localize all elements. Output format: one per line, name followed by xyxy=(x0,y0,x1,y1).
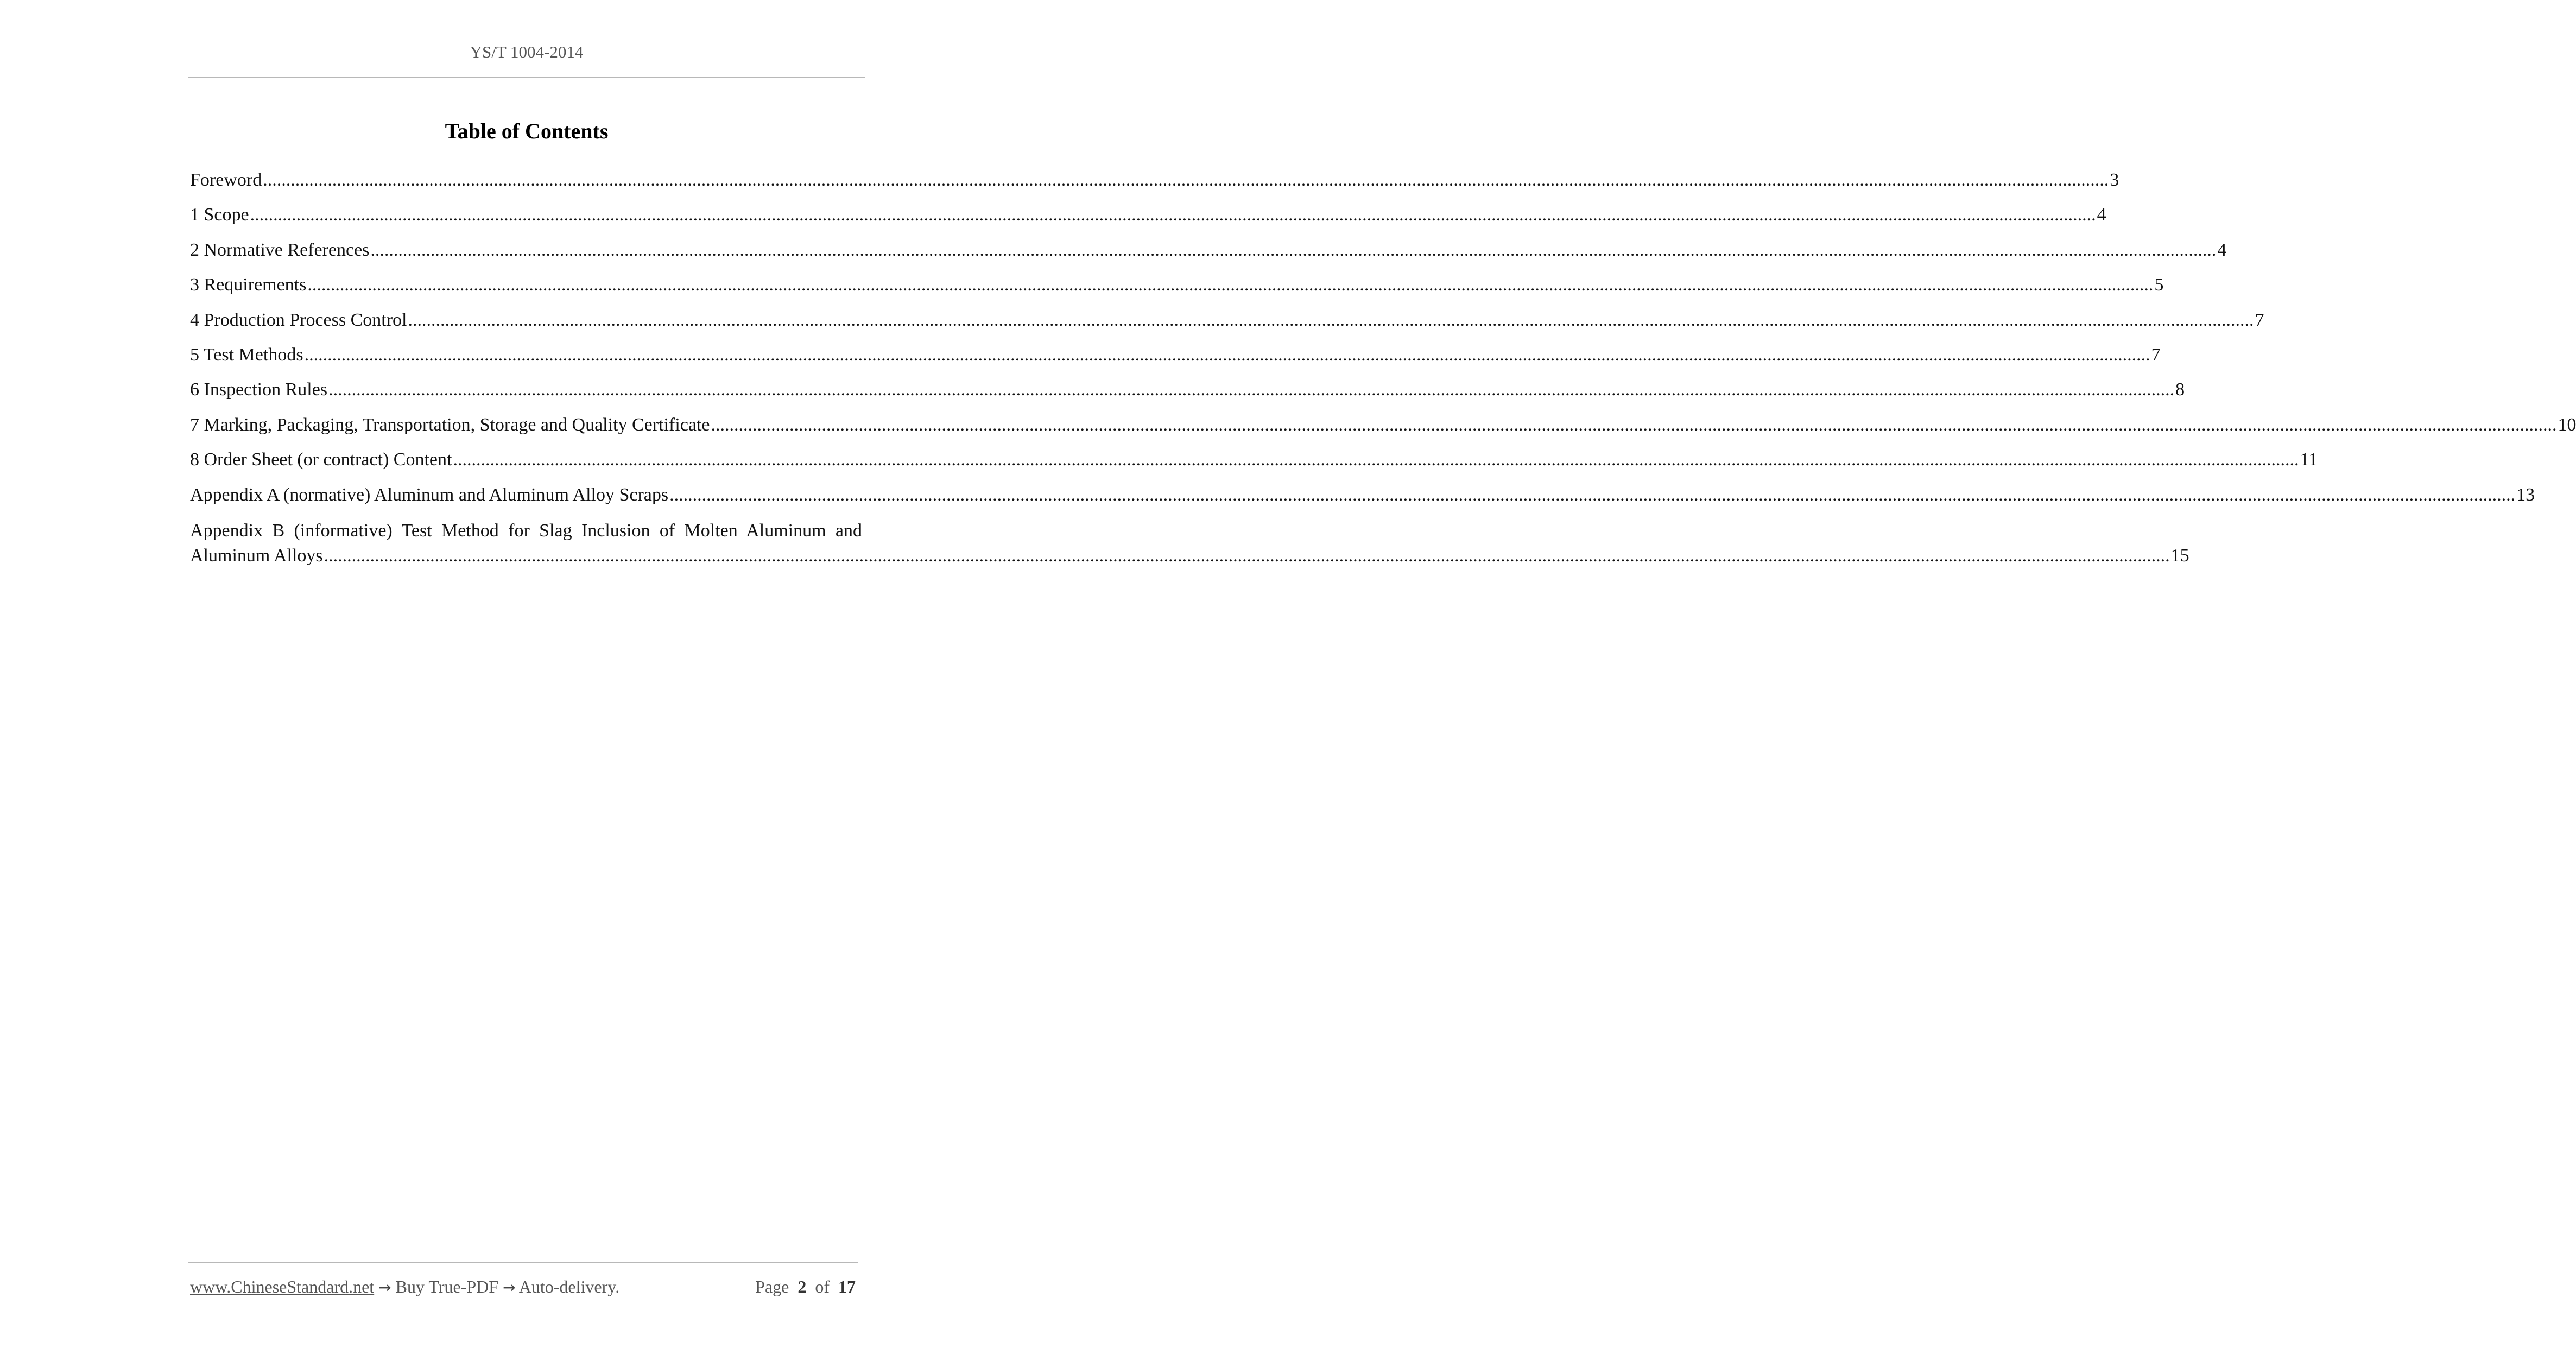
dot-leader: ................................................................................................................................................................................................................................................................................................................................................................................................................ xyxy=(453,450,2299,470)
toc-page-number: 7 xyxy=(2255,309,2264,330)
toc-entry-label: 3 Requirements xyxy=(190,275,307,295)
toc-entry-label: 2 Normative References xyxy=(190,239,370,260)
dot-leader: ................................................................................................................................................................................................................................................................................................................................................................................................................ xyxy=(711,414,2557,435)
toc-title: Table of Contents xyxy=(445,119,609,143)
current-page-number: 2 xyxy=(798,1277,807,1296)
dot-leader: ................................................................................................................................................................................................................................................................................................................................................................................................................ xyxy=(263,170,2109,190)
toc-entry-test-methods[interactable] xyxy=(190,344,2161,378)
page-counter xyxy=(755,1277,856,1297)
dot-leader: ................................................................................................................................................................................................................................................................................................................................................................................................................ xyxy=(669,484,2516,505)
of-label: of xyxy=(815,1277,830,1296)
toc-entry-line2 xyxy=(190,543,2189,568)
toc-entry-label: 5 Test Methods xyxy=(190,344,303,365)
toc-entry-label: 4 Production Process Control xyxy=(190,309,407,330)
toc-entry-foreword[interactable] xyxy=(190,169,2119,204)
toc-entry-label-line1: Appendix B (informative) Test Method for Slag Inclusion of Molten Aluminum and xyxy=(190,520,862,541)
dot-leader: ................................................................................................................................................................................................................................................................................................................................................................................................................ xyxy=(370,239,2217,260)
toc-entry-label: Appendix A (normative) Aluminum and Aluminum Alloy Scraps xyxy=(190,484,669,505)
toc-entry-inspection-rules[interactable] xyxy=(190,378,2185,413)
toc-entry-production-process-control[interactable] xyxy=(190,309,2264,344)
toc-entry-label: 7 Marking, Packaging, Transportation, Storage and Quality Certificate xyxy=(190,414,710,435)
table-of-contents xyxy=(190,169,2576,568)
footer-divider xyxy=(188,1262,858,1263)
arrow-right-icon: → xyxy=(503,1279,516,1296)
toc-entry-appendix-a[interactable] xyxy=(190,484,2535,518)
dot-leader: ................................................................................................................................................................................................................................................................................................................................................................................................................ xyxy=(408,309,2254,330)
toc-entry-marking-packaging[interactable] xyxy=(190,414,2576,448)
toc-page-number: 13 xyxy=(2516,484,2535,505)
toc-entry-order-sheet[interactable] xyxy=(190,448,2318,483)
toc-entry-label: 6 Inspection Rules xyxy=(190,379,328,400)
dot-leader: ................................................................................................................................................................................................................................................................................................................................................................................................................ xyxy=(324,545,2170,566)
dot-leader: ................................................................................................................................................................................................................................................................................................................................................................................................................ xyxy=(307,275,2154,295)
header-divider xyxy=(188,77,865,78)
toc-entry-label: Foreword xyxy=(190,170,262,190)
arrow-right-icon: → xyxy=(378,1279,391,1296)
toc-entry-label: 1 Scope xyxy=(190,205,249,225)
page-label: Page xyxy=(755,1277,789,1296)
document-code-header: YS/T 1004-2014 xyxy=(470,42,584,61)
toc-entry-scope[interactable] xyxy=(190,204,2106,238)
toc-page-number: 8 xyxy=(2175,379,2185,400)
toc-page-number: 7 xyxy=(2151,344,2161,365)
dot-leader: ................................................................................................................................................................................................................................................................................................................................................................................................................ xyxy=(328,379,2175,400)
dot-leader: ................................................................................................................................................................................................................................................................................................................................................................................................................ xyxy=(250,205,2096,225)
toc-entry-label-line2: Aluminum Alloys xyxy=(190,545,323,566)
toc-entry-normative-references[interactable] xyxy=(190,239,2227,274)
toc-page-number: 4 xyxy=(2097,205,2106,225)
website-link[interactable]: www.ChineseStandard.net xyxy=(190,1277,375,1296)
toc-page-number: 10 xyxy=(2558,414,2576,435)
auto-delivery-text: Auto-delivery. xyxy=(518,1277,620,1296)
toc-page-number: 5 xyxy=(2154,275,2164,295)
dot-leader: ................................................................................................................................................................................................................................................................................................................................................................................................................ xyxy=(304,344,2150,365)
toc-page-number: 4 xyxy=(2217,239,2227,260)
toc-entry-label: 8 Order Sheet (or contract) Content xyxy=(190,450,452,470)
toc-page-number: 3 xyxy=(2110,170,2119,190)
total-pages-number: 17 xyxy=(838,1277,856,1296)
footer-promo xyxy=(190,1277,619,1297)
toc-page-number: 15 xyxy=(2170,545,2189,566)
toc-page-number: 11 xyxy=(2300,450,2318,470)
toc-entry-requirements[interactable] xyxy=(190,274,2164,308)
toc-entry-appendix-b[interactable] xyxy=(190,518,2189,568)
buy-true-pdf-text: Buy True-PDF xyxy=(395,1277,499,1296)
